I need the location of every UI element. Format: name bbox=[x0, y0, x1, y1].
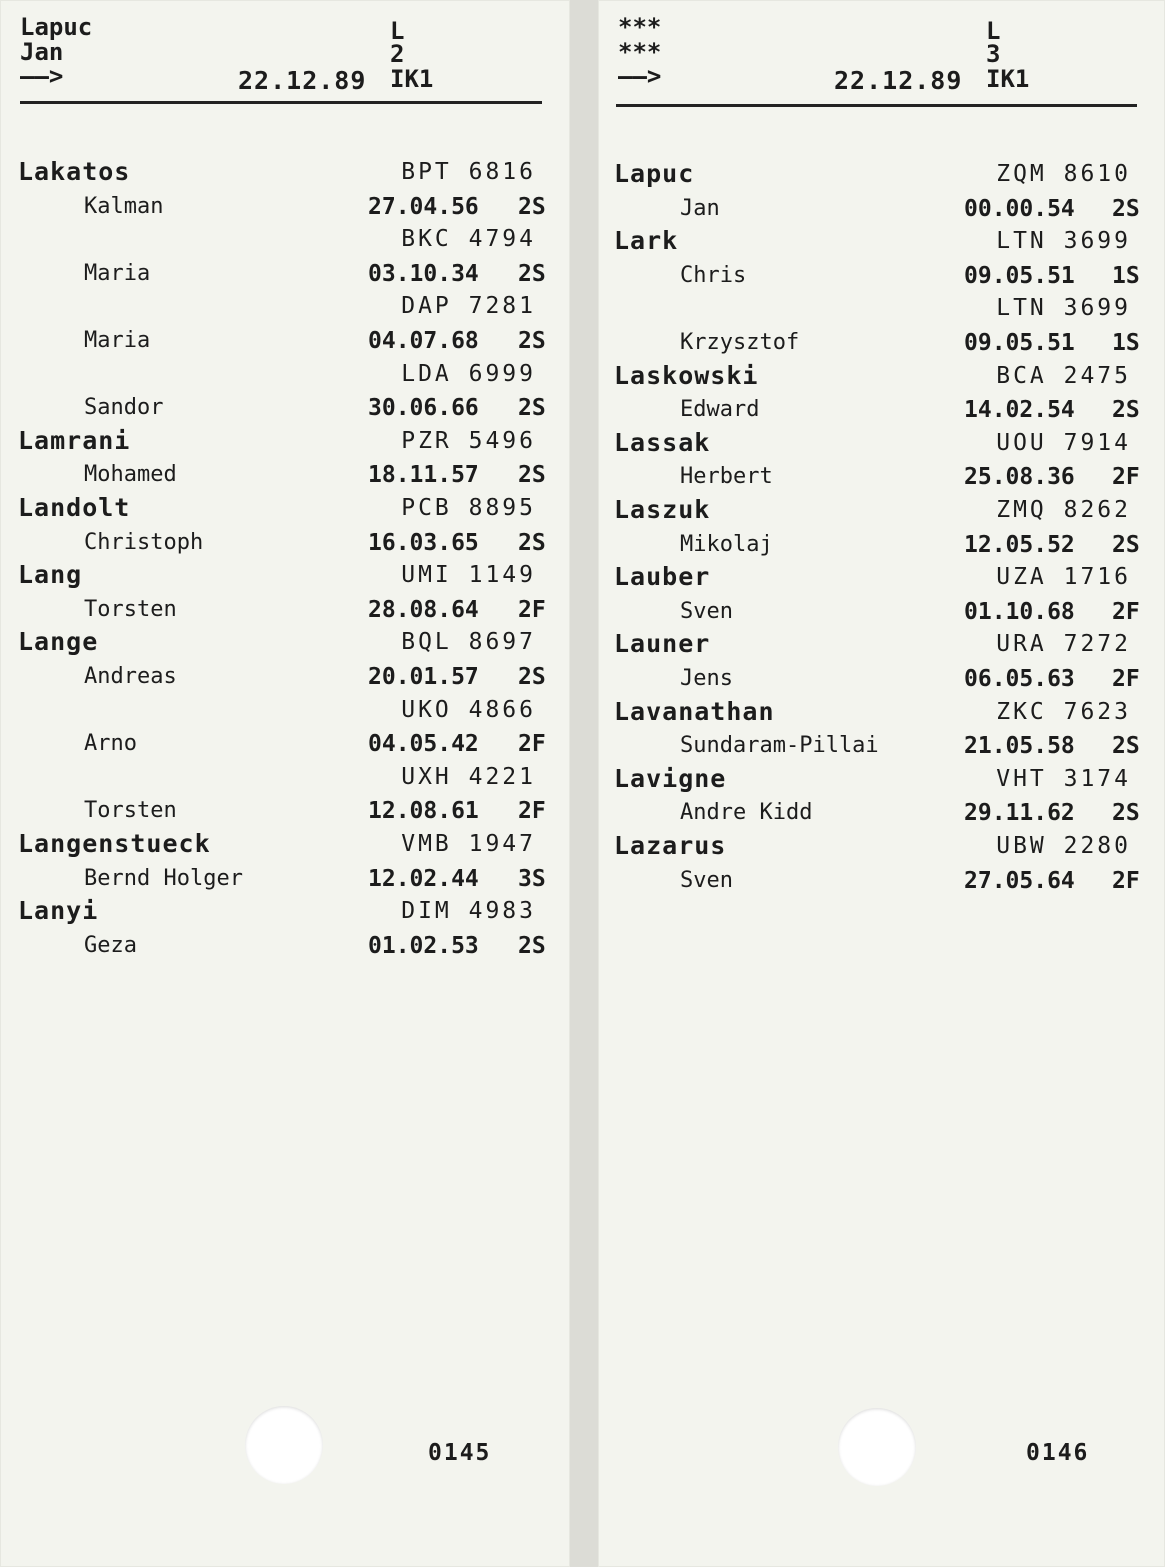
class-text: 2S bbox=[518, 664, 546, 690]
code-text: LDA 6999 bbox=[401, 360, 536, 387]
list-item bbox=[598, 562, 1165, 595]
list-item bbox=[598, 764, 1165, 797]
list-item bbox=[0, 493, 570, 526]
given-name-text: Andreas bbox=[84, 664, 177, 689]
list-item bbox=[0, 191, 570, 224]
surname-text: Lazarus bbox=[614, 831, 727, 860]
code-text: LTN 3699 bbox=[996, 295, 1131, 322]
date-text: 18.11.57 bbox=[368, 462, 479, 489]
date-text: 01.10.68 bbox=[964, 598, 1075, 625]
list-item bbox=[598, 865, 1165, 898]
date-text: 04.07.68 bbox=[368, 328, 479, 354]
date-text: 09.05.51 bbox=[964, 330, 1075, 356]
given-name-text: Arno bbox=[84, 731, 137, 757]
date-text: 06.05.63 bbox=[964, 666, 1075, 692]
given-name-text: Maria bbox=[84, 328, 151, 353]
date-text: 16.03.65 bbox=[368, 529, 479, 556]
class-text: 2F bbox=[1112, 666, 1140, 692]
class-text: 2S bbox=[518, 462, 546, 489]
class-text: 2S bbox=[1112, 531, 1140, 558]
date-text: 12.08.61 bbox=[368, 798, 479, 825]
list-item bbox=[598, 495, 1165, 528]
list-item bbox=[598, 730, 1165, 763]
header-rule bbox=[20, 101, 542, 104]
list-item bbox=[0, 426, 570, 459]
card-right bbox=[598, 0, 1165, 1567]
list-item bbox=[598, 831, 1165, 864]
given-name-text: Kalman bbox=[84, 193, 164, 219]
code-text: ZMQ 8262 bbox=[996, 497, 1131, 523]
list-item bbox=[598, 260, 1165, 293]
page-number: 0145 bbox=[428, 1440, 492, 1466]
list-item bbox=[0, 459, 570, 492]
class-text: 2F bbox=[1112, 464, 1140, 491]
code-text: BPT 6816 bbox=[401, 159, 536, 185]
class-text: 2S bbox=[518, 193, 546, 220]
list-item bbox=[0, 863, 570, 896]
list-item bbox=[0, 527, 570, 560]
code-text: UKO 4866 bbox=[401, 696, 536, 723]
date-text: 09.05.51 bbox=[964, 262, 1075, 289]
code-text: UBW 2280 bbox=[996, 833, 1131, 859]
date-text: 12.05.52 bbox=[964, 531, 1075, 558]
header-code-letter: L bbox=[986, 17, 1001, 45]
list-item bbox=[0, 762, 570, 795]
surname-text: Lavanathan bbox=[614, 696, 775, 726]
header-date: 22.12.89 bbox=[238, 66, 367, 95]
header-line2: Jan bbox=[20, 38, 64, 66]
given-name-text: Mikolaj bbox=[680, 531, 773, 557]
class-text: 2S bbox=[518, 328, 546, 354]
list-item bbox=[0, 157, 570, 190]
list-item bbox=[598, 461, 1165, 494]
date-text: 25.08.36 bbox=[964, 464, 1075, 491]
code-text: VHT 3174 bbox=[996, 765, 1131, 792]
given-name-text: Edward bbox=[680, 397, 760, 423]
date-text: 00.00.54 bbox=[964, 195, 1075, 222]
class-text: 2F bbox=[1112, 598, 1140, 625]
list-item bbox=[0, 224, 570, 257]
surname-text: Laskowski bbox=[614, 360, 759, 390]
class-text: 2F bbox=[518, 798, 546, 825]
list-item bbox=[0, 930, 570, 963]
given-name-text: Mohamed bbox=[84, 462, 177, 488]
class-text: 2S bbox=[518, 529, 546, 556]
given-name-text: Torsten bbox=[84, 596, 177, 622]
header-line1: Lapuc bbox=[20, 13, 93, 41]
header-code-number: 3 bbox=[986, 40, 1001, 68]
list-item bbox=[0, 594, 570, 627]
code-text: PCB 8895 bbox=[401, 495, 536, 521]
given-name-text: Sundaram-Pillai bbox=[680, 733, 879, 759]
code-text: UXH 4221 bbox=[401, 763, 536, 790]
surname-text: Lanyi bbox=[18, 896, 99, 926]
class-text: 2S bbox=[1112, 733, 1140, 760]
list-item bbox=[598, 596, 1165, 629]
class-text: 2S bbox=[518, 395, 546, 422]
list-item bbox=[0, 795, 570, 828]
class-text: 3S bbox=[518, 865, 546, 892]
card-separator bbox=[570, 0, 598, 1567]
date-text: 27.04.56 bbox=[368, 193, 479, 220]
arrow-icon: ——> bbox=[618, 62, 662, 90]
given-name-text: Torsten bbox=[84, 798, 177, 824]
surname-text: Lapuc bbox=[614, 159, 695, 188]
list-item bbox=[0, 695, 570, 728]
surname-text: Launer bbox=[614, 629, 711, 659]
given-name-text: Andre Kidd bbox=[680, 800, 813, 826]
surname-text: Lange bbox=[18, 627, 99, 657]
surname-text: Landolt bbox=[18, 493, 131, 522]
given-name-text: Chris bbox=[680, 262, 747, 288]
code-text: ZKC 7623 bbox=[996, 698, 1131, 725]
list-item bbox=[598, 226, 1165, 259]
date-text: 01.02.53 bbox=[368, 932, 479, 959]
code-text: PZR 5496 bbox=[401, 427, 536, 454]
given-name-text: Krzysztof bbox=[680, 330, 800, 355]
code-text: VMB 1947 bbox=[401, 831, 536, 857]
header-rule bbox=[616, 104, 1137, 107]
punch-hole bbox=[245, 1406, 323, 1484]
given-name-text: Sandor bbox=[84, 395, 164, 421]
header-date: 22.12.89 bbox=[834, 66, 963, 95]
surname-text: Lark bbox=[614, 226, 679, 256]
list-item bbox=[0, 359, 570, 392]
list-item bbox=[598, 629, 1165, 662]
surname-text: Lauber bbox=[614, 562, 711, 592]
arrow-icon: ——> bbox=[20, 62, 64, 90]
surname-text: Lang bbox=[18, 560, 83, 590]
class-text: 2F bbox=[518, 596, 546, 623]
list-item bbox=[598, 394, 1165, 427]
header-code-tag: IK1 bbox=[986, 65, 1030, 93]
list-item bbox=[598, 293, 1165, 326]
date-text: 20.01.57 bbox=[368, 664, 479, 690]
list-item bbox=[0, 392, 570, 425]
list-item bbox=[0, 728, 570, 761]
list-item bbox=[598, 193, 1165, 226]
code-text: UZA 1716 bbox=[996, 564, 1131, 591]
list-item bbox=[0, 829, 570, 862]
class-text: 1S bbox=[1112, 330, 1140, 356]
surname-text: Lamrani bbox=[18, 425, 131, 455]
given-name-text: Maria bbox=[84, 260, 151, 286]
code-text: UOU 7914 bbox=[996, 429, 1131, 456]
code-text: BQL 8697 bbox=[401, 629, 536, 656]
class-text: 1S bbox=[1112, 262, 1140, 289]
class-text: 2F bbox=[518, 731, 546, 758]
list-item bbox=[0, 560, 570, 593]
code-text: UMI 1149 bbox=[401, 562, 536, 589]
list-item bbox=[0, 661, 570, 694]
list-item bbox=[0, 258, 570, 291]
code-text: BCA 2475 bbox=[996, 362, 1131, 389]
list-item bbox=[0, 896, 570, 929]
date-text: 28.08.64 bbox=[368, 596, 479, 623]
list-item bbox=[598, 697, 1165, 730]
list-item bbox=[598, 663, 1165, 696]
given-name-text: Herbert bbox=[680, 464, 773, 490]
code-text: DIM 4983 bbox=[401, 898, 536, 925]
header-code-tag: IK1 bbox=[390, 65, 434, 93]
given-name-text: Geza bbox=[84, 932, 137, 958]
date-text: 12.02.44 bbox=[368, 865, 479, 892]
card-left bbox=[0, 0, 570, 1567]
date-text: 04.05.42 bbox=[368, 731, 479, 758]
list-item bbox=[598, 361, 1165, 394]
class-text: 2S bbox=[518, 932, 546, 959]
class-text: 2S bbox=[518, 260, 546, 287]
list-item bbox=[0, 291, 570, 324]
given-name-text: Bernd Holger bbox=[84, 865, 243, 891]
surname-text: Laszuk bbox=[614, 495, 711, 524]
surname-text: Langenstueck bbox=[18, 829, 211, 858]
surname-text: Lakatos bbox=[18, 157, 131, 186]
code-text: LTN 3699 bbox=[996, 228, 1131, 255]
class-text: 2S bbox=[1112, 800, 1140, 827]
header-line2: *** bbox=[618, 38, 662, 66]
list-item bbox=[0, 325, 570, 358]
list-item bbox=[598, 159, 1165, 192]
list-item bbox=[598, 797, 1165, 830]
surname-text: Lavigne bbox=[614, 763, 727, 793]
class-text: 2F bbox=[1112, 867, 1140, 894]
page-number: 0146 bbox=[1026, 1440, 1090, 1466]
date-text: 27.05.64 bbox=[964, 867, 1075, 894]
surname-text: Lassak bbox=[614, 427, 711, 457]
header-line1: *** bbox=[618, 13, 662, 41]
class-text: 2S bbox=[1112, 397, 1140, 424]
given-name-text: Sven bbox=[680, 598, 733, 624]
date-text: 03.10.34 bbox=[368, 260, 479, 287]
class-text: 2S bbox=[1112, 195, 1140, 222]
date-text: 29.11.62 bbox=[964, 800, 1075, 827]
header-code-number: 2 bbox=[390, 40, 405, 68]
list-item bbox=[598, 529, 1165, 562]
list-item bbox=[598, 327, 1165, 360]
date-text: 21.05.58 bbox=[964, 733, 1075, 760]
header-code-letter: L bbox=[390, 17, 405, 45]
code-text: DAP 7281 bbox=[401, 293, 536, 320]
code-text: URA 7272 bbox=[996, 631, 1131, 658]
punch-hole bbox=[838, 1408, 916, 1486]
date-text: 14.02.54 bbox=[964, 397, 1075, 424]
code-text: BKC 4794 bbox=[401, 226, 536, 253]
given-name-text: Sven bbox=[680, 867, 733, 893]
given-name-text: Christoph bbox=[84, 529, 204, 555]
code-text: ZQM 8610 bbox=[996, 161, 1131, 187]
list-item bbox=[0, 627, 570, 660]
date-text: 30.06.66 bbox=[368, 395, 479, 422]
given-name-text: Jan bbox=[680, 195, 720, 221]
list-item bbox=[598, 428, 1165, 461]
given-name-text: Jens bbox=[680, 666, 733, 691]
